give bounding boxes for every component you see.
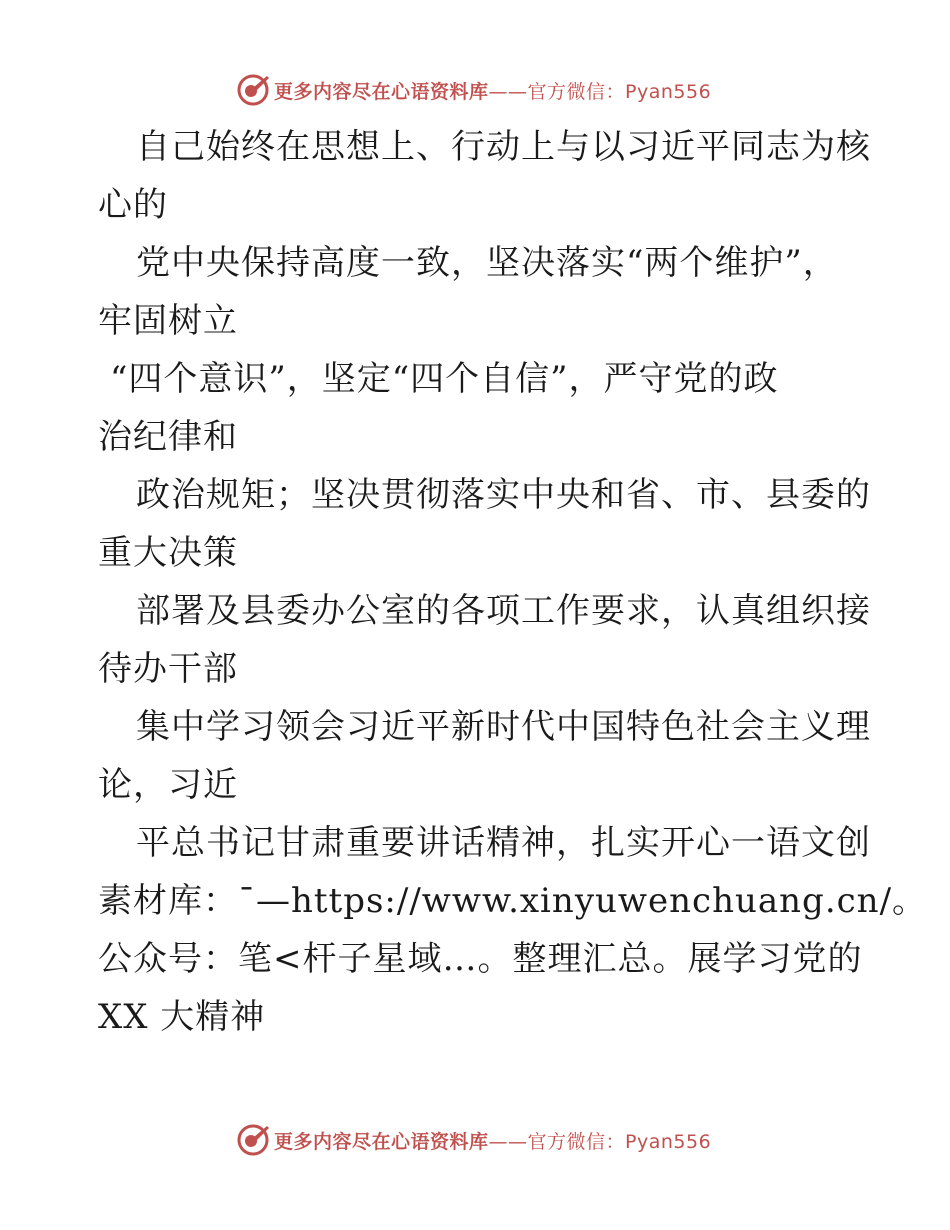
brand-logo-icon (236, 1123, 270, 1157)
text-line: 平总书记甘肃重要讲话精神，扎实开心一语文创 (136, 823, 871, 863)
header-banner (236, 72, 711, 108)
text-line: 待办干部 (98, 649, 238, 689)
document-body (98, 118, 928, 1046)
brand-logo-icon (236, 73, 270, 107)
text-line: 政治规矩；坚决贯彻落实中央和省、市、县委的 (136, 475, 871, 515)
brand-text: 更多内容尽在心语资料库 (274, 80, 489, 103)
contact-text: 官方微信：Pyan556 (527, 1130, 712, 1153)
text-line: “四个意识”，坚定“四个自信”，严守党的政 (110, 359, 779, 399)
text-line: 牢固树立 (98, 301, 238, 341)
brand-text: 更多内容尽在心语资料库 (274, 1130, 489, 1153)
text-line: 心的 (98, 185, 168, 225)
text-line: 论，习近 (98, 765, 238, 805)
text-line: 部署及县委办公室的各项工作要求，认真组织接 (136, 591, 871, 631)
banner-text (274, 1127, 711, 1154)
text-line: 党中央保持高度一致，坚决落实“两个维护”， (136, 243, 838, 283)
text-line: 治纪律和 (98, 417, 238, 457)
contact-text: 官方微信：Pyan556 (527, 80, 712, 103)
text-line: 集中学习领会习近平新时代中国特色社会主义理 (136, 707, 871, 747)
text-line: XX 大精神 (98, 997, 266, 1037)
text-line: 自己始终在思想上、行动上与以习近平同志为核 (136, 127, 871, 167)
banner-text (274, 77, 711, 104)
text-line: 公众号：笔<杆子星域…。整理汇总。展学习党的 (98, 939, 863, 979)
text-line: 素材库：¯—https://www.xinyuwenchuang.cn/。 (98, 881, 928, 921)
banner-separator: —— (488, 80, 528, 103)
footer-banner (236, 1122, 711, 1158)
banner-separator: —— (488, 1130, 528, 1153)
text-line: 重大决策 (98, 533, 238, 573)
